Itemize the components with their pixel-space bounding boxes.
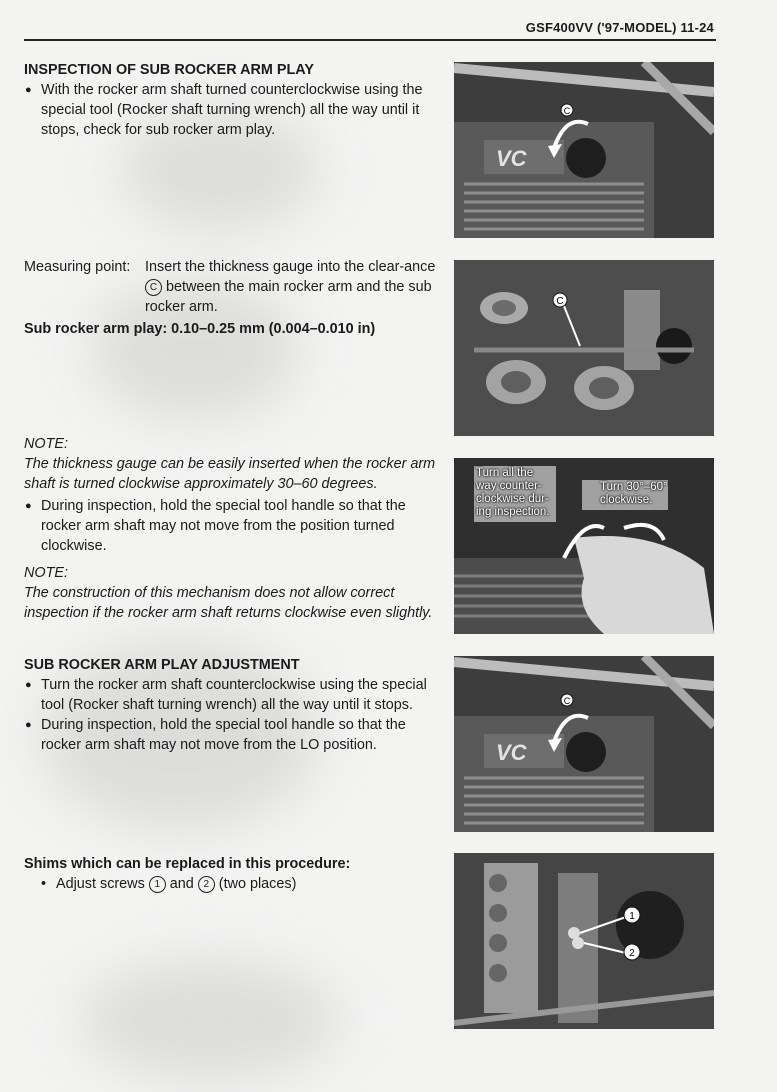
photo-callout: 1: [629, 911, 635, 922]
photo-callout: C: [556, 296, 564, 307]
measuring-label: Measuring point:: [24, 259, 131, 275]
adjustment-section: [24, 655, 442, 755]
note-body: The thickness gauge can be easily inserted when the rocker arm shaft is turned clockwise approximately 30–60 degrees.: [24, 456, 436, 492]
shims-item: [24, 874, 442, 894]
photo-callout: C: [563, 696, 571, 706]
shims-text-b: and: [169, 876, 194, 892]
note-body: The construction of this mechanism does not allow correct inspection if the rocker arm shaft returns clockwise even slightly.: [24, 585, 433, 621]
shims-text-a: Adjust screws: [56, 876, 145, 892]
photo-label-right: Turn 30°–60° clockwise.: [600, 481, 668, 506]
measuring-text-b: between the main rocker arm and the sub rocker arm.: [145, 279, 432, 315]
bullet-item: ● During inspection, hold the special tool handle so that the rocker arm shaft may not move from the LO position.: [24, 715, 442, 755]
note-heading: NOTE:: [24, 565, 68, 581]
header-text: GSF400VV ('97-MODEL) 11-24: [525, 20, 714, 35]
bullet-item: ● During inspection, hold the special tool handle so that the rocker arm shaft may not move from the position turned clockwise.: [24, 496, 442, 556]
engine-logo: VC: [496, 146, 527, 171]
measuring-text-a: Insert the thickness gauge into the clear-ance: [145, 259, 436, 275]
play-spec: Sub rocker arm play: 0.10–0.25 mm (0.004–0.010 in): [24, 321, 376, 337]
section-heading: INSPECTION OF SUB ROCKER ARM PLAY: [24, 62, 314, 78]
bullet-item: ● With the rocker arm shaft turned counterclockwise using the special tool (Rocker shaft turning wrench) all the way until it stops, check for sub rocker arm play.: [24, 80, 442, 140]
section-heading: SUB ROCKER ARM PLAY ADJUSTMENT: [24, 657, 300, 673]
shims-text-c: (two places): [218, 876, 297, 892]
engine-photo-2: [454, 260, 714, 436]
engine-photo-1: [454, 62, 714, 238]
page-header: [24, 18, 716, 41]
photo-callout: C: [563, 106, 571, 116]
circled-2-symbol: 2: [198, 876, 215, 893]
photo-callout: 2: [629, 948, 635, 959]
circled-c-symbol: C: [145, 279, 162, 296]
engine-photo-5: [454, 853, 714, 1029]
note-heading: NOTE:: [24, 436, 68, 452]
photo-label-left: Turn all the way counter-clockwise dur-ing inspection.: [476, 467, 550, 518]
shims-heading: Shims which can be replaced in this procedure:: [24, 856, 351, 872]
engine-logo: VC: [496, 740, 527, 765]
measuring-point: [24, 257, 442, 317]
shims-block: [24, 854, 442, 894]
inspection-section: [24, 60, 442, 140]
note-block: [24, 434, 442, 623]
circled-1-symbol: 1: [149, 876, 166, 893]
engine-photo-4: [454, 656, 714, 832]
measuring-block: [24, 257, 442, 339]
bullet-item: ● Turn the rocker arm shaft counterclockwise using the special tool (Rocker shaft turning wrench) all the way until it stops.: [24, 675, 442, 715]
